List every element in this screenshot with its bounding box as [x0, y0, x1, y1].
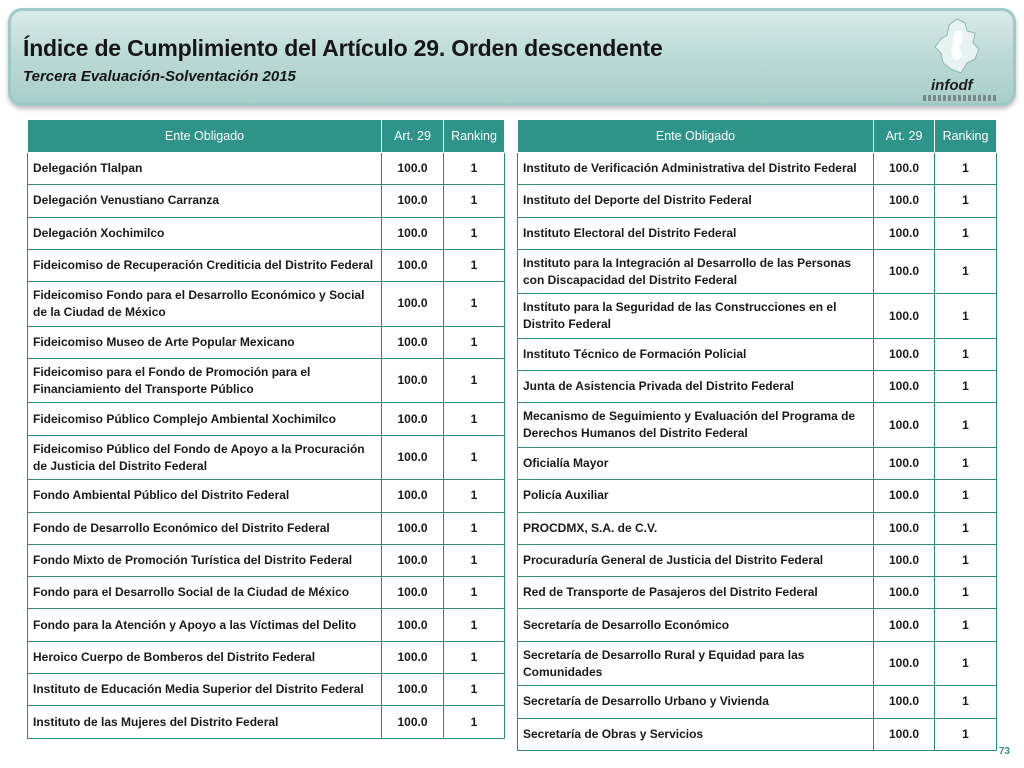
score-cell: 100.0	[874, 641, 935, 686]
entity-name-cell: Fideicomiso Museo de Arte Popular Mexicano	[28, 326, 382, 358]
score-cell: 100.0	[874, 338, 935, 370]
entity-name-cell: Instituto Electoral del Distrito Federal	[518, 217, 874, 249]
score-cell: 100.0	[874, 153, 935, 185]
score-cell: 100.0	[382, 512, 444, 544]
score-cell: 100.0	[382, 153, 444, 185]
ranking-cell: 1	[935, 577, 997, 609]
table-row	[28, 326, 505, 358]
entity-name-cell: Delegación Xochimilco	[28, 217, 382, 249]
score-cell: 100.0	[382, 706, 444, 738]
score-cell: 100.0	[382, 185, 444, 217]
table-row	[518, 217, 997, 249]
table-row	[518, 544, 997, 576]
table-row	[28, 480, 505, 512]
ranking-cell: 1	[444, 641, 505, 673]
table-row	[28, 544, 505, 576]
entity-name-cell: Fideicomiso Fondo para el Desarrollo Económico y Social de la Ciudad de México	[28, 282, 382, 327]
score-cell: 100.0	[382, 282, 444, 327]
page-title: Índice de Cumplimiento del Artículo 29. Orden descendente	[23, 35, 663, 61]
score-cell: 100.0	[874, 185, 935, 217]
infodf-logo	[921, 17, 999, 103]
table-row	[518, 686, 997, 718]
column-header-ranking: Ranking	[444, 120, 505, 153]
table-row	[28, 282, 505, 327]
score-cell: 100.0	[874, 686, 935, 718]
ranking-cell: 1	[444, 326, 505, 358]
entity-name-cell: Instituto para la Integración al Desarrollo de las Personas con Discapacidad del Distrito Federal	[518, 249, 874, 294]
ranking-cell: 1	[935, 371, 997, 403]
score-cell: 100.0	[382, 217, 444, 249]
table-row	[518, 480, 997, 512]
table-row	[518, 718, 997, 750]
ranking-cell: 1	[935, 641, 997, 686]
table-row	[28, 706, 505, 738]
table-row	[28, 249, 505, 281]
score-cell: 100.0	[874, 294, 935, 339]
score-cell: 100.0	[382, 544, 444, 576]
table-row	[28, 512, 505, 544]
table-row	[518, 609, 997, 641]
table-row	[28, 153, 505, 185]
table-row	[518, 447, 997, 479]
score-cell: 100.0	[382, 435, 444, 480]
ranking-cell: 1	[444, 609, 505, 641]
column-header-score: Art. 29	[382, 120, 444, 153]
ranking-cell: 1	[444, 512, 505, 544]
ranking-cell: 1	[935, 718, 997, 750]
score-cell: 100.0	[874, 403, 935, 448]
ranking-cell: 1	[444, 358, 505, 403]
ranking-cell: 1	[444, 435, 505, 480]
ranking-table-left	[27, 119, 505, 739]
table-row	[518, 294, 997, 339]
ranking-cell: 1	[935, 185, 997, 217]
ranking-cell: 1	[935, 403, 997, 448]
entity-name-cell: Delegación Venustiano Carranza	[28, 185, 382, 217]
table-row	[518, 371, 997, 403]
ranking-cell: 1	[935, 609, 997, 641]
table-row	[28, 641, 505, 673]
score-cell: 100.0	[874, 544, 935, 576]
score-cell: 100.0	[382, 641, 444, 673]
entity-name-cell: Policía Auxiliar	[518, 480, 874, 512]
ranking-cell: 1	[444, 282, 505, 327]
table-row	[28, 217, 505, 249]
ranking-cell: 1	[444, 706, 505, 738]
score-cell: 100.0	[874, 609, 935, 641]
ranking-table-right	[517, 119, 997, 751]
ranking-cell: 1	[444, 577, 505, 609]
entity-name-cell: Fideicomiso Público Complejo Ambiental Xochimilco	[28, 403, 382, 435]
entity-name-cell: Instituto de Educación Media Superior del Distrito Federal	[28, 674, 382, 706]
entity-name-cell: Fondo Ambiental Público del Distrito Federal	[28, 480, 382, 512]
ranking-cell: 1	[444, 185, 505, 217]
score-cell: 100.0	[874, 480, 935, 512]
score-cell: 100.0	[382, 609, 444, 641]
entity-name-cell: Oficialía Mayor	[518, 447, 874, 479]
score-cell: 100.0	[382, 480, 444, 512]
score-cell: 100.0	[874, 718, 935, 750]
score-cell: 100.0	[874, 447, 935, 479]
entity-name-cell: Procuraduría General de Justicia del Distrito Federal	[518, 544, 874, 576]
score-cell: 100.0	[874, 512, 935, 544]
score-cell: 100.0	[874, 577, 935, 609]
column-header-ranking: Ranking	[935, 120, 997, 153]
table-row	[28, 403, 505, 435]
score-cell: 100.0	[874, 249, 935, 294]
table-row	[518, 338, 997, 370]
page-number: 73	[998, 746, 1010, 757]
score-cell: 100.0	[382, 358, 444, 403]
score-cell: 100.0	[382, 577, 444, 609]
table-row	[518, 249, 997, 294]
entity-name-cell: Delegación Tlalpan	[28, 153, 382, 185]
column-header-entity: Ente Obligado	[518, 120, 874, 153]
ranking-cell: 1	[935, 294, 997, 339]
ranking-cell: 1	[935, 544, 997, 576]
score-cell: 100.0	[874, 217, 935, 249]
entity-name-cell: Fondo para el Desarrollo Social de la Ciudad de México	[28, 577, 382, 609]
entity-name-cell: Fondo para la Atención y Apoyo a las Víctimas del Delito	[28, 609, 382, 641]
entity-name-cell: Instituto del Deporte del Distrito Federal	[518, 185, 874, 217]
entity-name-cell: Instituto de las Mujeres del Distrito Federal	[28, 706, 382, 738]
score-cell: 100.0	[382, 326, 444, 358]
ranking-cell: 1	[935, 249, 997, 294]
entity-name-cell: Fideicomiso para el Fondo de Promoción para el Financiamiento del Transporte Público	[28, 358, 382, 403]
entity-name-cell: Instituto para la Seguridad de las Construcciones en el Distrito Federal	[518, 294, 874, 339]
entity-name-cell: Secretaría de Desarrollo Urbano y Vivienda	[518, 686, 874, 718]
table-row	[28, 577, 505, 609]
ranking-cell: 1	[444, 544, 505, 576]
ranking-cell: 1	[444, 674, 505, 706]
table-row	[518, 185, 997, 217]
score-cell: 100.0	[382, 249, 444, 281]
entity-name-cell: PROCDMX, S.A. de C.V.	[518, 512, 874, 544]
ranking-cell: 1	[935, 217, 997, 249]
ranking-cell: 1	[444, 153, 505, 185]
ranking-cell: 1	[444, 403, 505, 435]
entity-name-cell: Fideicomiso de Recuperación Crediticia del Distrito Federal	[28, 249, 382, 281]
entity-name-cell: Secretaría de Obras y Servicios	[518, 718, 874, 750]
ranking-cell: 1	[935, 338, 997, 370]
score-cell: 100.0	[382, 403, 444, 435]
table-row	[28, 435, 505, 480]
table-row	[28, 358, 505, 403]
entity-name-cell: Fondo Mixto de Promoción Turística del Distrito Federal	[28, 544, 382, 576]
logo-fine-print	[923, 95, 997, 101]
column-header-score: Art. 29	[874, 120, 935, 153]
entity-name-cell: Mecanismo de Seguimiento y Evaluación del Programa de Derechos Humanos del Distrito Federal	[518, 403, 874, 448]
ranking-cell: 1	[444, 217, 505, 249]
table-row	[518, 403, 997, 448]
entity-name-cell: Red de Transporte de Pasajeros del Distrito Federal	[518, 577, 874, 609]
page-subtitle: Tercera Evaluación-Solventación 2015	[23, 68, 296, 85]
entity-name-cell: Junta de Asistencia Privada del Distrito Federal	[518, 371, 874, 403]
score-cell: 100.0	[874, 371, 935, 403]
ranking-cell: 1	[935, 512, 997, 544]
table-row	[518, 153, 997, 185]
ranking-cell: 1	[935, 447, 997, 479]
ranking-cell: 1	[935, 153, 997, 185]
entity-name-cell: Instituto Técnico de Formación Policial	[518, 338, 874, 370]
table-row	[518, 641, 997, 686]
table-row	[28, 609, 505, 641]
table-row	[518, 512, 997, 544]
entity-name-cell: Instituto de Verificación Administrativa del Distrito Federal	[518, 153, 874, 185]
map-silhouette-icon	[921, 17, 999, 77]
ranking-cell: 1	[935, 480, 997, 512]
score-cell: 100.0	[382, 674, 444, 706]
entity-name-cell: Secretaría de Desarrollo Rural y Equidad para las Comunidades	[518, 641, 874, 686]
entity-name-cell: Fondo de Desarrollo Económico del Distrito Federal	[28, 512, 382, 544]
entity-name-cell: Heroico Cuerpo de Bomberos del Distrito Federal	[28, 641, 382, 673]
header-banner	[8, 8, 1016, 106]
ranking-cell: 1	[444, 249, 505, 281]
table-row	[518, 577, 997, 609]
ranking-cell: 1	[444, 480, 505, 512]
logo-wordmark: infodf	[931, 77, 973, 94]
entity-name-cell: Fideicomiso Público del Fondo de Apoyo a la Procuración de Justicia del Distrito Federal	[28, 435, 382, 480]
table-row	[28, 185, 505, 217]
table-row	[28, 674, 505, 706]
column-header-entity: Ente Obligado	[28, 120, 382, 153]
ranking-cell: 1	[935, 686, 997, 718]
entity-name-cell: Secretaría de Desarrollo Económico	[518, 609, 874, 641]
